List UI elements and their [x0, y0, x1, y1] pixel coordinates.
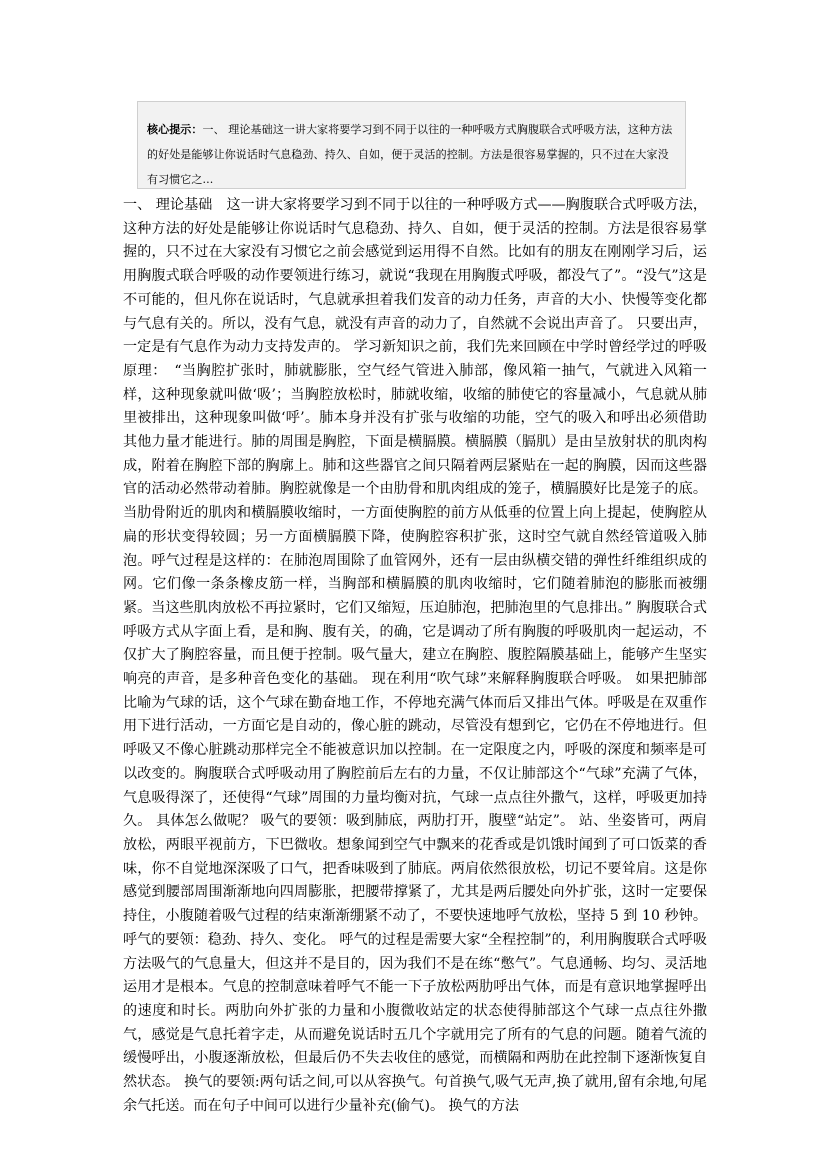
summary-text: 一、 理论基础这一讲大家将要学习到不同于以往的一种呼吸方式胸腹联合式呼吸方法，这种方法的好处是能够让你说话时气息稳劲、持久、自如，便于灵活的控制。方法是很容易掌握的，只不过在大家没有习惯它之...	[147, 123, 673, 186]
summary-box	[137, 101, 686, 189]
article-body: 一、 理论基础 这一讲大家将要学习到不同于以往的一种呼吸方式——胸腹联合式呼吸方法，这种方法的好处是能够让你说话时气息稳劲、持久、自如，便于灵活的控制。方法是很容易掌握的，只不过在大家没有习惯它之前会感觉到运用得不自然。比如有的朋友在刚刚学习后，运用胸腹式联合呼吸的动作要领进行练习，就说“我现在用胸腹式呼吸，都没气了”。“没气”这是不可能的，但凡你在说话时，气息就承担着我们发音的动力任务，声音的大小、快慢等变化都与气息有关的。所以，没有气息，就没有声音的动力了，自然就不会说出声音了。 只要出声，一定是有气息作为动力支持发声的。 学习新知识之前，我们先来回顾在中学时曾经学过的呼吸原理： “当胸腔扩张时，肺就膨胀，空气经气管进入肺部，像风箱一抽气，气就进入风箱一样，这种现象就叫做‘吸’；当胸腔放松时，肺就收缩，收缩的肺使它的容量减小，气息就从肺里被排出，这种现象叫做‘呼’。肺本身并没有扩张与收缩的功能，空气的吸入和呼出必须借助其他力量才能进行。肺的周围是胸腔，下面是横膈膜。横膈膜（膈肌）是由呈放射状的肌肉构成，附着在胸腔下部的胸廓上。肺和这些器官之间只隔着两层紧贴在一起的胸膜，因而这些器官的活动必然带动着肺。胸腔就像是一个由肋骨和肌肉组成的笼子，横膈膜好比是笼子的底。当肋骨附近的肌肉和横膈膜收缩时，一方面使胸腔的前方从低垂的位置上向上提起，使胸腔从扁的形状变得较圆；另一方面横膈膜下降，使胸腔容积扩张，这时空气就自然经管道吸入肺泡。呼气过程是这样的：在肺泡周围除了血管网外，还有一层由纵横交错的弹性纤维组织成的网。它们像一条条橡皮筋一样，当胸部和横膈膜的肌肉收缩时，它们随着肺泡的膨胀而被绷紧。当这些肌肉放松不再拉紧时，它们又缩短，压迫肺泡，把肺泡里的气息排出。” 胸腹联合式呼吸方式从字面上看，是和胸、腹有关，的确，它是调动了所有胸腹的呼吸肌肉一起运动，不仅扩大了胸腔容量，而且便于控制。吸气量大，建立在胸腔、腹腔隔膜基础上，能够产生坚实响亮的声音，是多种音色变化的基础。 现在利用“吹气球”来解释胸腹联合呼吸。 如果把肺部比喻为气球的话，这个气球在勤奋地工作，不停地充满气体而后又排出气体。呼吸是在双重作用下进行活动，一方面它是自动的，像心脏的跳动，尽管没有想到它，它仍在不停地进行。但呼吸又不像心脏跳动那样完全不能被意识加以控制。在一定限度之内，呼吸的深度和频率是可以改变的。胸腹联合式呼吸动用了胸腔前后左右的力量，不仅让肺部这个“气球”充满了气体，气息吸得深了，还使得“气球”周围的力量均衡对抗，气球一点点往外撒气，这样，呼吸更加持久。 具体怎么做呢？ 吸气的要领：吸到肺底，两肋打开，腹壁“站定”。 站、坐姿皆可，两肩放松，两眼平视前方，下巴微收。想象闻到空气中飘来的花香或是饥饿时闻到了可口饭菜的香味，你不自觉地深深吸了口气，把香味吸到了肺底。两肩依然很放松，切记不要耸肩。这是你感觉到腰部周围渐渐地向四周膨胀，把腰带撑紧了，尤其是两后腰处向外扩张，这时一定要保持住，小腹随着吸气过程的结束渐渐绷紧不动了，不要快速地呼气放松，坚持 5 到 10 秒钟。 呼气的要领：稳劲、持久、变化。 呼气的过程是需要大家“全程控制”的，利用胸腹联合式呼吸方法吸气的气息量大，但这并不是目的，因为我们不是在练“憋气”。气息通畅、均匀、灵活地运用才是根本。气息的控制意味着呼气不能一下子放松两肋呼出气体，而是有意识地掌握呼出的速度和时长。两肋向外扩张的力量和小腹微收站定的状态使得肺部这个气球一点点往外撒气，感觉是气息托着字走，从而避免说话时五几个字就用完了所有的气息的问题。随着气流的缓慢呼出，小腹逐渐放松，但最后仍不失去收住的感觉，而横隔和两肋在此控制下逐渐恢复自然状态。 换气的要领:两句话之间,可以从容换气。句首换气,吸气无声,换了就用,留有余地,句尾余气托送。而在句子中间可以进行少量补充(偷气)。 换气的方法	[123, 197, 707, 1114]
summary-label: 核心提示：	[147, 123, 203, 136]
